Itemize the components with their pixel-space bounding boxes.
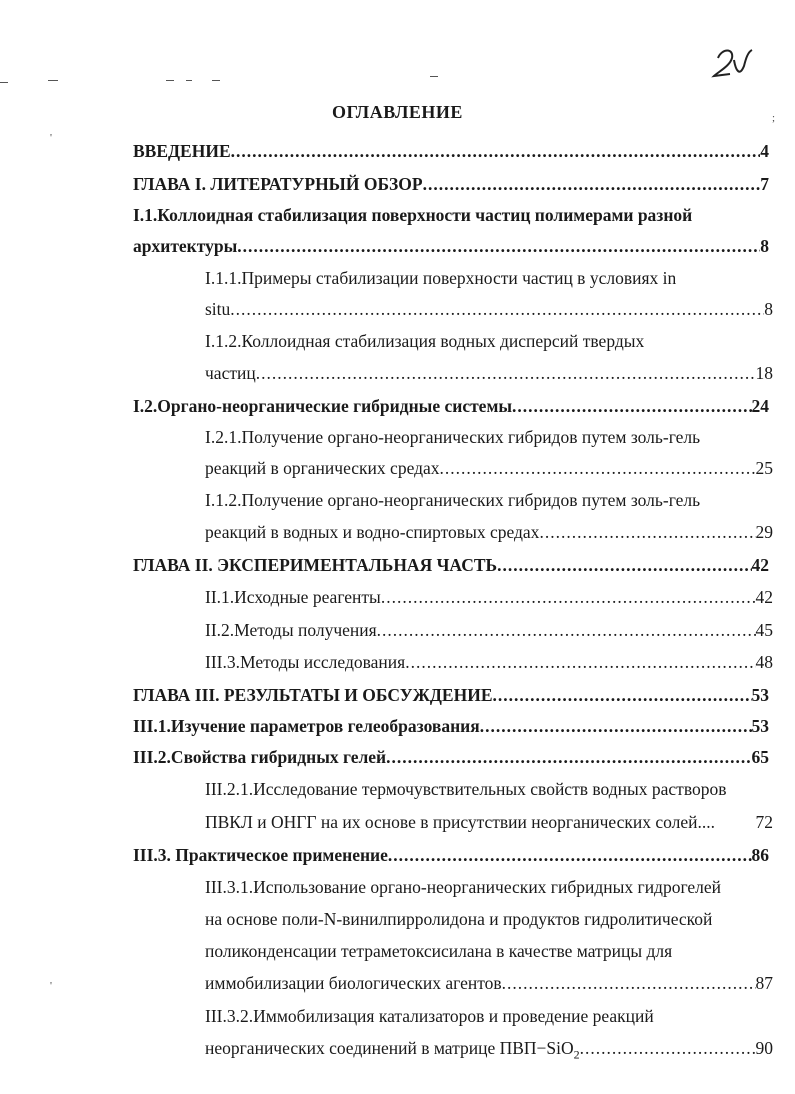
toc-entry-section-1-1-1-line1 [205, 266, 773, 290]
scan-mark [430, 76, 438, 77]
toc-entry-text: III.2.Свойства гибридных гелей [133, 747, 387, 767]
toc-entry-text: III.3.Методы исследования [205, 652, 406, 672]
toc-entry-section-1-1-1-line2 [205, 297, 773, 321]
toc-entry-section-1-1-2-line2 [205, 361, 773, 385]
toc-page-number: 8 [760, 236, 769, 256]
toc-page-number: 53 [751, 685, 769, 705]
toc-entry-text: II.1.Исходные реагенты [205, 587, 381, 607]
toc-entry-text: I.1.2.Получение органо-неорганических гибридов путем золь-гель [205, 490, 701, 510]
toc-entry-section-1-2-1-line2 [205, 456, 773, 480]
page-title: ОГЛАВЛЕНИЕ [332, 102, 463, 122]
toc-entry-chapter-3 [133, 683, 769, 707]
toc-entry-section-1-1-line2 [133, 234, 769, 258]
toc-page-number: 42 [755, 587, 773, 607]
toc-entry-section-3-2-1-line2 [205, 810, 773, 834]
toc-page-number: 42 [751, 555, 769, 575]
toc-entry-text: частиц [205, 363, 256, 383]
toc-entry-section-3-3-2-line2 [205, 1036, 773, 1060]
toc-page-number: 86 [751, 845, 769, 865]
toc-entry-section-3-3-1-line1 [205, 875, 773, 899]
scan-mark [48, 80, 58, 81]
toc-entry-text-main: неорганических соединений в матрице ПВП−SiO [205, 1038, 574, 1058]
dot-leader [423, 172, 761, 196]
toc-entry-text: I.2.1.Получение органо-неорганических гибридов путем золь-гель [205, 427, 701, 447]
toc-entry-section-1-2-2-line1 [205, 488, 773, 512]
toc-entry-text: иммобилизации биологических агентов [205, 973, 502, 993]
toc-entry-text: II.2.Методы получения [205, 620, 377, 640]
toc-page-number: 24 [751, 396, 769, 416]
toc-entry-text: реакций в органических средах [205, 458, 440, 478]
toc-entry-section-3-3-1-line2 [205, 907, 773, 931]
toc-entry-text: ПВКЛ и ОНГГ на их основе в присутствии неорганических солей.... [205, 812, 715, 832]
toc-page-number: 7 [760, 174, 769, 194]
dot-leader [580, 1036, 756, 1060]
toc-entry-text: situ [205, 299, 231, 319]
toc-page-number: 8 [764, 299, 773, 319]
dot-leader [237, 234, 760, 258]
toc-page-number: 48 [755, 652, 773, 672]
toc-page-number: 25 [755, 458, 773, 478]
toc-entry-section-3-3-2-line1 [205, 1004, 773, 1028]
toc-page-number: 18 [755, 363, 773, 383]
toc-entry-intro [133, 139, 769, 163]
dot-leader [388, 843, 752, 867]
toc-entry-text: ВВЕДЕНИЕ [133, 141, 231, 161]
dot-leader [381, 585, 756, 609]
toc-entry-section-1-2-1-line1 [205, 425, 773, 449]
dot-leader [502, 971, 756, 995]
dot-leader [480, 714, 752, 738]
toc-entry-text: III.3.1.Использование органо-неорганических гибридных гидрогелей [205, 877, 722, 897]
toc-entry-text: I.2.Органо-неорганические гибридные системы [133, 396, 513, 416]
toc-entry-text: III.3.2.Иммобилизация катализаторов и проведение реакций [205, 1006, 654, 1026]
scan-mark [186, 80, 192, 81]
toc-entry-section-3-2 [133, 745, 769, 769]
toc-page-number: 4 [760, 141, 769, 161]
toc-entry-text: на основе поли-N-винилпирролидона и продуктов гидролитической [205, 909, 713, 929]
handwritten-page-number [708, 40, 758, 88]
toc-page-number: 72 [755, 812, 773, 832]
dot-leader [256, 361, 756, 385]
toc-entry-section-2-2 [205, 618, 773, 642]
dot-leader [512, 394, 751, 418]
toc-entry-text: III.2.1.Исследование термочувствительных свойств водных растворов [205, 779, 727, 799]
dot-leader [493, 683, 752, 707]
scan-mark [212, 80, 220, 81]
toc-entry-text: III.1.Изучение параметров гелеобразования [133, 716, 480, 736]
toc-entry-section-3-2-1-line1 [205, 777, 773, 801]
toc-entry-section-3-3-1-line3 [205, 939, 773, 963]
toc-entry-chapter-2 [133, 553, 769, 577]
scan-mark [166, 80, 174, 81]
toc-entry-section-1-2 [133, 394, 769, 418]
toc-entry-section-3-3-1-line4 [205, 971, 773, 995]
toc-page-number: 29 [755, 522, 773, 542]
toc-entry-section-3-3 [133, 843, 769, 867]
toc-entry-text: поликонденсации тетраметоксисилана в качестве матрицы для [205, 941, 673, 961]
scan-mark [0, 82, 8, 83]
toc-entry-text: I.1.Коллоидная стабилизация поверхности частиц полимерами разной [133, 205, 693, 225]
margin-tick: ' [50, 132, 52, 144]
toc-entry-section-1-2-2-line2 [205, 520, 773, 544]
toc-page-number: 87 [755, 973, 773, 993]
toc-entry-text [205, 1036, 580, 1067]
toc-entry-text: ГЛАВА I. ЛИТЕРАТУРНЫЙ ОБЗОР [133, 174, 423, 194]
toc-entry-text: реакций в водных и водно-спиртовых средах [205, 522, 540, 542]
dot-leader [539, 520, 755, 544]
toc-entry-text: I.1.1.Примеры стабилизации поверхности частиц в условиях in [205, 268, 677, 288]
toc-entry-section-1-1-2-line1 [205, 329, 773, 353]
toc-entry-text: ГЛАВА III. РЕЗУЛЬТАТЫ И ОБСУЖДЕНИЕ [133, 685, 493, 705]
toc-entry-text: I.1.2.Коллоидная стабилизация водных дисперсий твердых [205, 331, 645, 351]
dot-leader [377, 618, 756, 642]
toc-entry-text: архитектуры [133, 236, 238, 256]
dot-leader [231, 139, 761, 163]
margin-tick: ; [772, 112, 776, 124]
toc-entry-section-1-1-line1 [133, 203, 769, 227]
dot-leader [386, 745, 751, 769]
toc-entry-section-2-3 [205, 650, 773, 674]
toc-entry-chapter-1 [133, 172, 769, 196]
toc-page-number: 45 [755, 620, 773, 640]
margin-tick: ' [50, 980, 52, 992]
toc-entry-section-2-1 [205, 585, 773, 609]
dot-leader [230, 297, 764, 321]
dot-leader [497, 553, 751, 577]
subscript: 2 [573, 1047, 580, 1062]
toc-entry-text: ГЛАВА II. ЭКСПЕРИМЕНТАЛЬНАЯ ЧАСТЬ [133, 555, 498, 575]
dot-leader [440, 456, 756, 480]
dot-leader [405, 650, 755, 674]
toc-page-number: 65 [751, 747, 769, 767]
toc-entry-text: III.3. Практическое применение [133, 845, 388, 865]
toc-page-number: 90 [755, 1038, 773, 1058]
toc-page-number: 53 [751, 716, 769, 736]
toc-entry-section-3-1 [133, 714, 769, 738]
